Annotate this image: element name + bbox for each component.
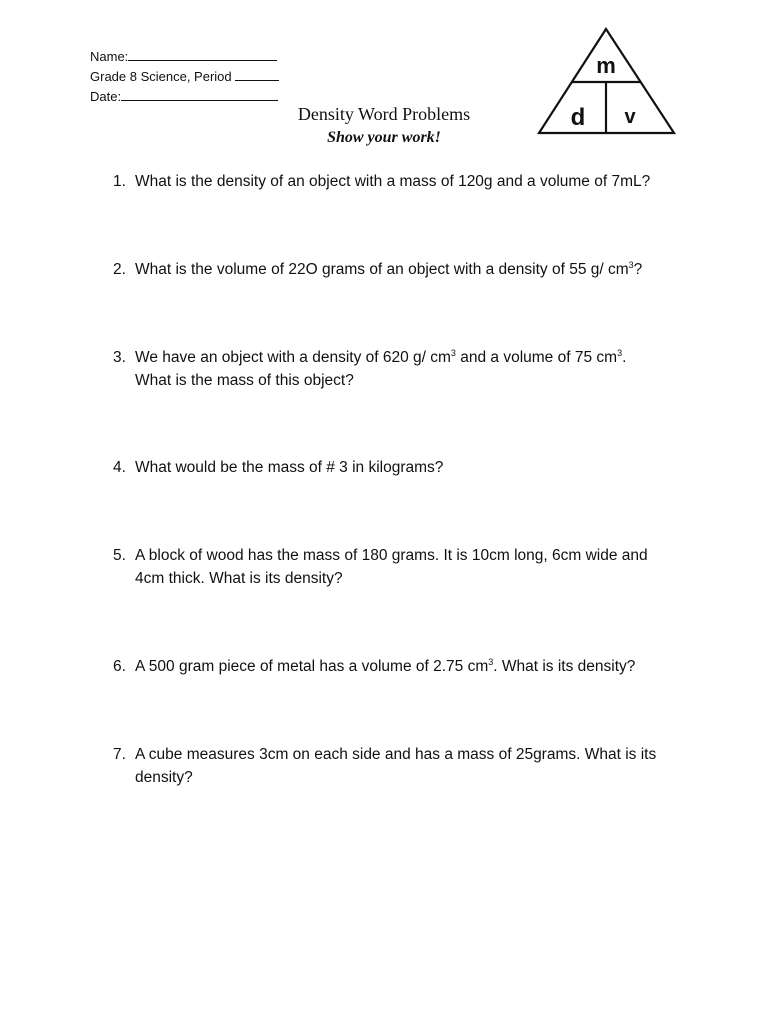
period-line (90, 67, 279, 87)
question-number: 5. (113, 547, 126, 564)
question-number: 6. (113, 658, 126, 675)
student-info-block (90, 47, 279, 107)
date-label: Date: (90, 89, 122, 104)
question-3 (113, 346, 683, 392)
question-text-part: What is the volume of 22O grams of an object with a density of 55 g/ cm (135, 261, 629, 278)
question-text (135, 743, 683, 789)
question-7 (113, 743, 683, 789)
name-label: Name: (90, 49, 129, 64)
superscript-three: 3 (450, 347, 456, 358)
question-text-part: We have an object with a density of 620 g/ cm (135, 349, 451, 366)
question-text-part: ? (633, 261, 643, 278)
name-blank (128, 47, 277, 61)
triangle-volume-label: v (624, 106, 636, 128)
question-text (135, 544, 683, 590)
date-blank (121, 87, 278, 101)
question-number: 3. (113, 349, 126, 366)
question-6 (113, 655, 683, 678)
page-subtitle: Show your work! (327, 129, 441, 146)
question-text-line1: A block of wood has the mass of 180 grams. It is 10cm long, 6cm wide and (135, 547, 648, 564)
question-text (135, 258, 683, 281)
question-text-part: . (622, 349, 627, 366)
question-text (135, 655, 683, 678)
page-title: Density Word Problems (297, 104, 471, 124)
superscript-three: 3 (617, 347, 623, 358)
question-text-line2: 4cm thick. What is its density? (135, 570, 343, 587)
question-text-line2: What is the mass of this object? (135, 372, 354, 389)
question-text-part: A 500 gram piece of metal has a volume of 2.75 cm (135, 658, 489, 675)
question-text-part: and a volume of 75 cm (455, 349, 618, 366)
question-number: 7. (113, 746, 126, 763)
question-number: 4. (113, 459, 126, 476)
name-line (90, 47, 279, 67)
question-text: What is the density of an object with a mass of 120g and a volume of 7mL? (135, 173, 651, 190)
question-number: 2. (113, 261, 126, 278)
question-number: 1. (113, 173, 126, 190)
period-label: Grade 8 Science, Period (90, 69, 232, 84)
question-1 (113, 170, 683, 193)
question-text-line1: A cube measures 3cm on each side and has a mass of 25grams. What is its (135, 746, 657, 763)
question-text (135, 346, 683, 392)
period-blank (235, 67, 279, 81)
triangle-mass-label: m (596, 53, 616, 78)
question-text-line2: density? (135, 769, 193, 786)
question-4 (113, 456, 683, 479)
question-2 (113, 258, 683, 281)
triangle-density-label: d (570, 104, 586, 131)
question-text: What would be the mass of # 3 in kilograms? (135, 459, 444, 476)
question-text-part: . What is its density? (493, 658, 636, 675)
question-5 (113, 544, 683, 590)
superscript-three: 3 (628, 259, 634, 270)
superscript-three: 3 (488, 656, 494, 667)
